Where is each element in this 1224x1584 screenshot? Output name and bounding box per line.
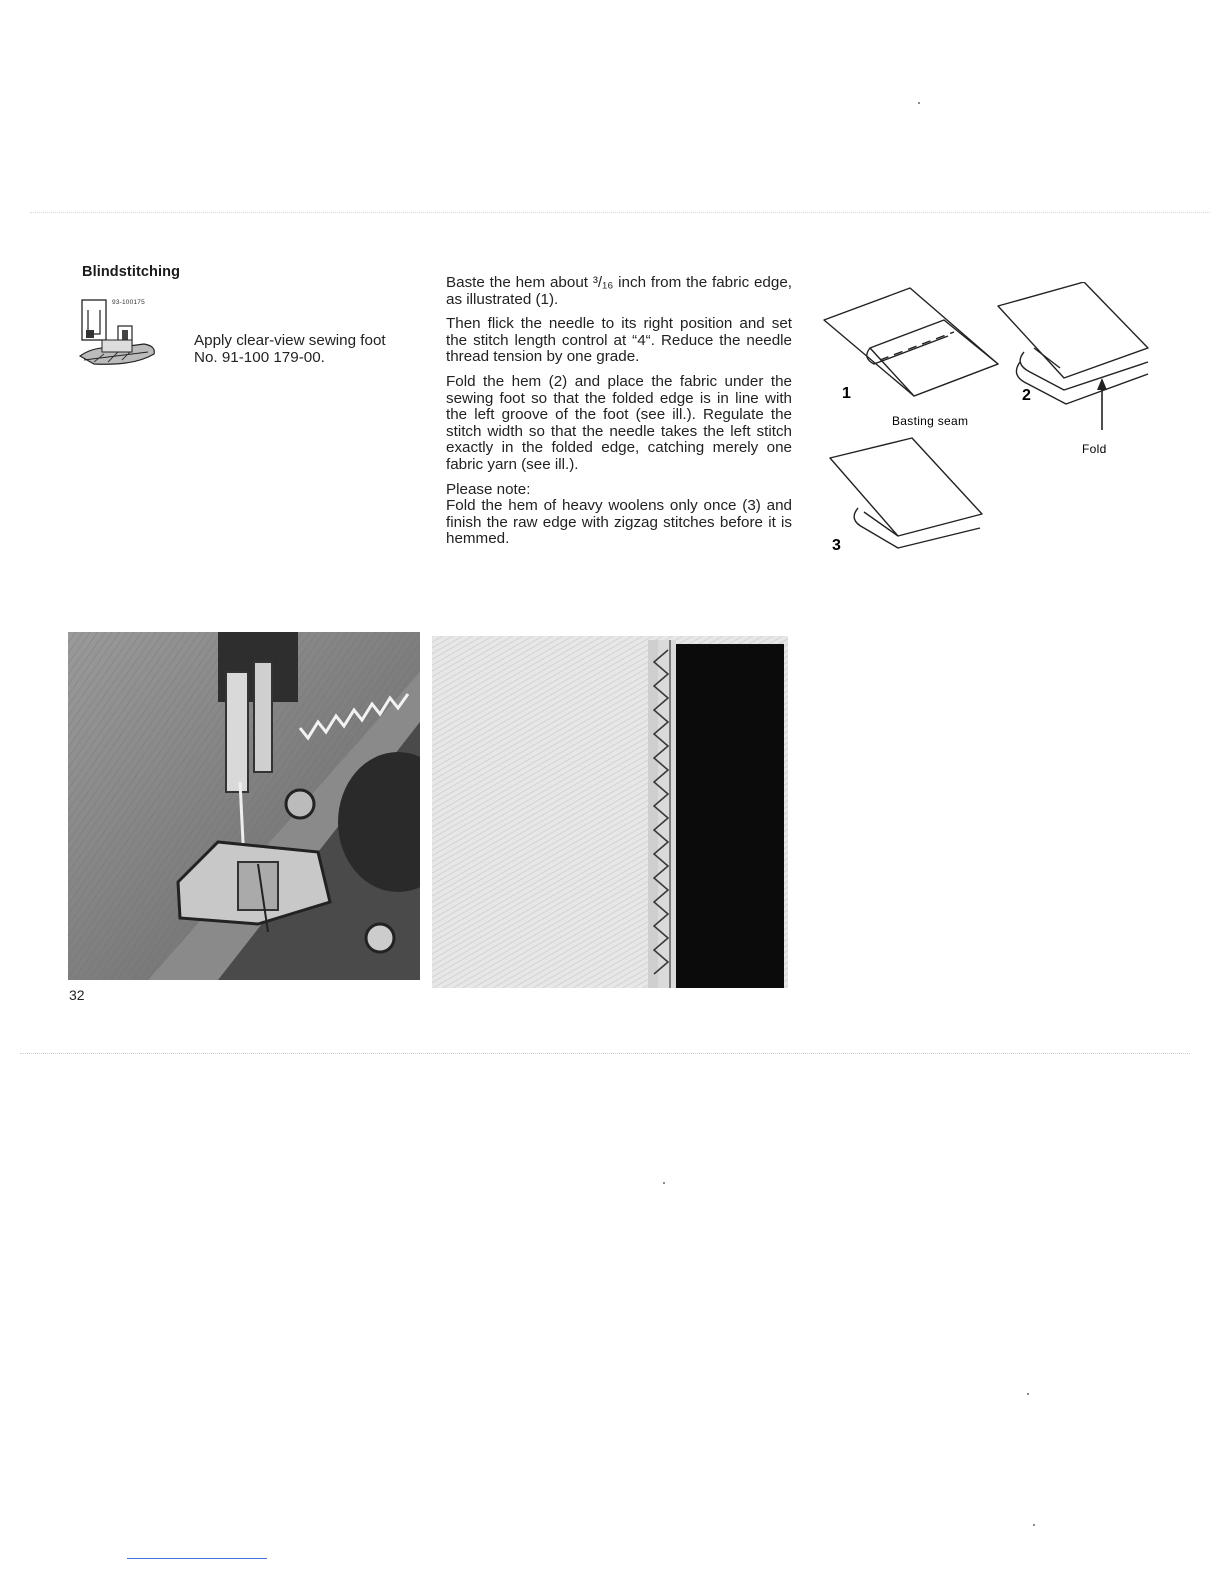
figure-2-folded-hem [998, 282, 1148, 404]
figure-1-number: 1 [842, 385, 851, 402]
basting-seam-label: Basting seam [892, 414, 969, 428]
fold-label: Fold [1082, 442, 1107, 456]
foot-code: 93-100175 [112, 299, 145, 306]
note-body: Fold the hem of heavy woolens only once (3) and finish the raw edge with zigzag stitches before it is hemmed. [446, 497, 792, 548]
sewing-machine-photo [68, 632, 420, 980]
section-title: Blindstitching [82, 264, 181, 280]
figure-2-number: 2 [1022, 387, 1031, 404]
note-heading: Please note: [446, 480, 531, 498]
scan-speck [1033, 1524, 1035, 1526]
foot-line-2: No. 91-100 179-00. [194, 349, 325, 366]
page-number: 32 [69, 987, 85, 1003]
scan-speck [663, 1182, 665, 1184]
finished-hem-photo [432, 636, 788, 988]
instructions [446, 275, 792, 556]
bottom-rule [20, 1053, 1190, 1054]
hem-fold-diagram [814, 282, 1154, 582]
foot-instruction [194, 332, 416, 366]
scan-speck [1027, 1393, 1029, 1395]
foot-line-1: Apply clear-view sewing foot [194, 332, 386, 349]
figure-3-single-fold [830, 438, 982, 548]
figure-3-number: 3 [832, 537, 841, 554]
figure-1-basted-hem [824, 288, 998, 396]
scan-speck [918, 102, 920, 104]
fold-arrow-head [1097, 378, 1107, 390]
underline-link[interactable] [127, 1558, 267, 1559]
top-rule [30, 212, 1210, 213]
sewing-foot-icon [74, 296, 160, 372]
instruction-paragraph-1: Baste the hem about ³/₁₆ inch from the fabric edge, as illustrated (1). [446, 274, 792, 308]
instruction-paragraph-3: Fold the hem (2) and place the fabric under the sewing foot so that the folded edge is in line with the left groove of the foot (see ill.). Regulate the stitch width so that the needle takes the left stitch exactly in the folded edge, catching merely one fabric yarn (see ill.). [446, 372, 792, 473]
instruction-paragraph-2: Then flick the needle to its right position and set the stitch length control at “4“. Reduce the needle thread tension by one grade. [446, 315, 792, 366]
